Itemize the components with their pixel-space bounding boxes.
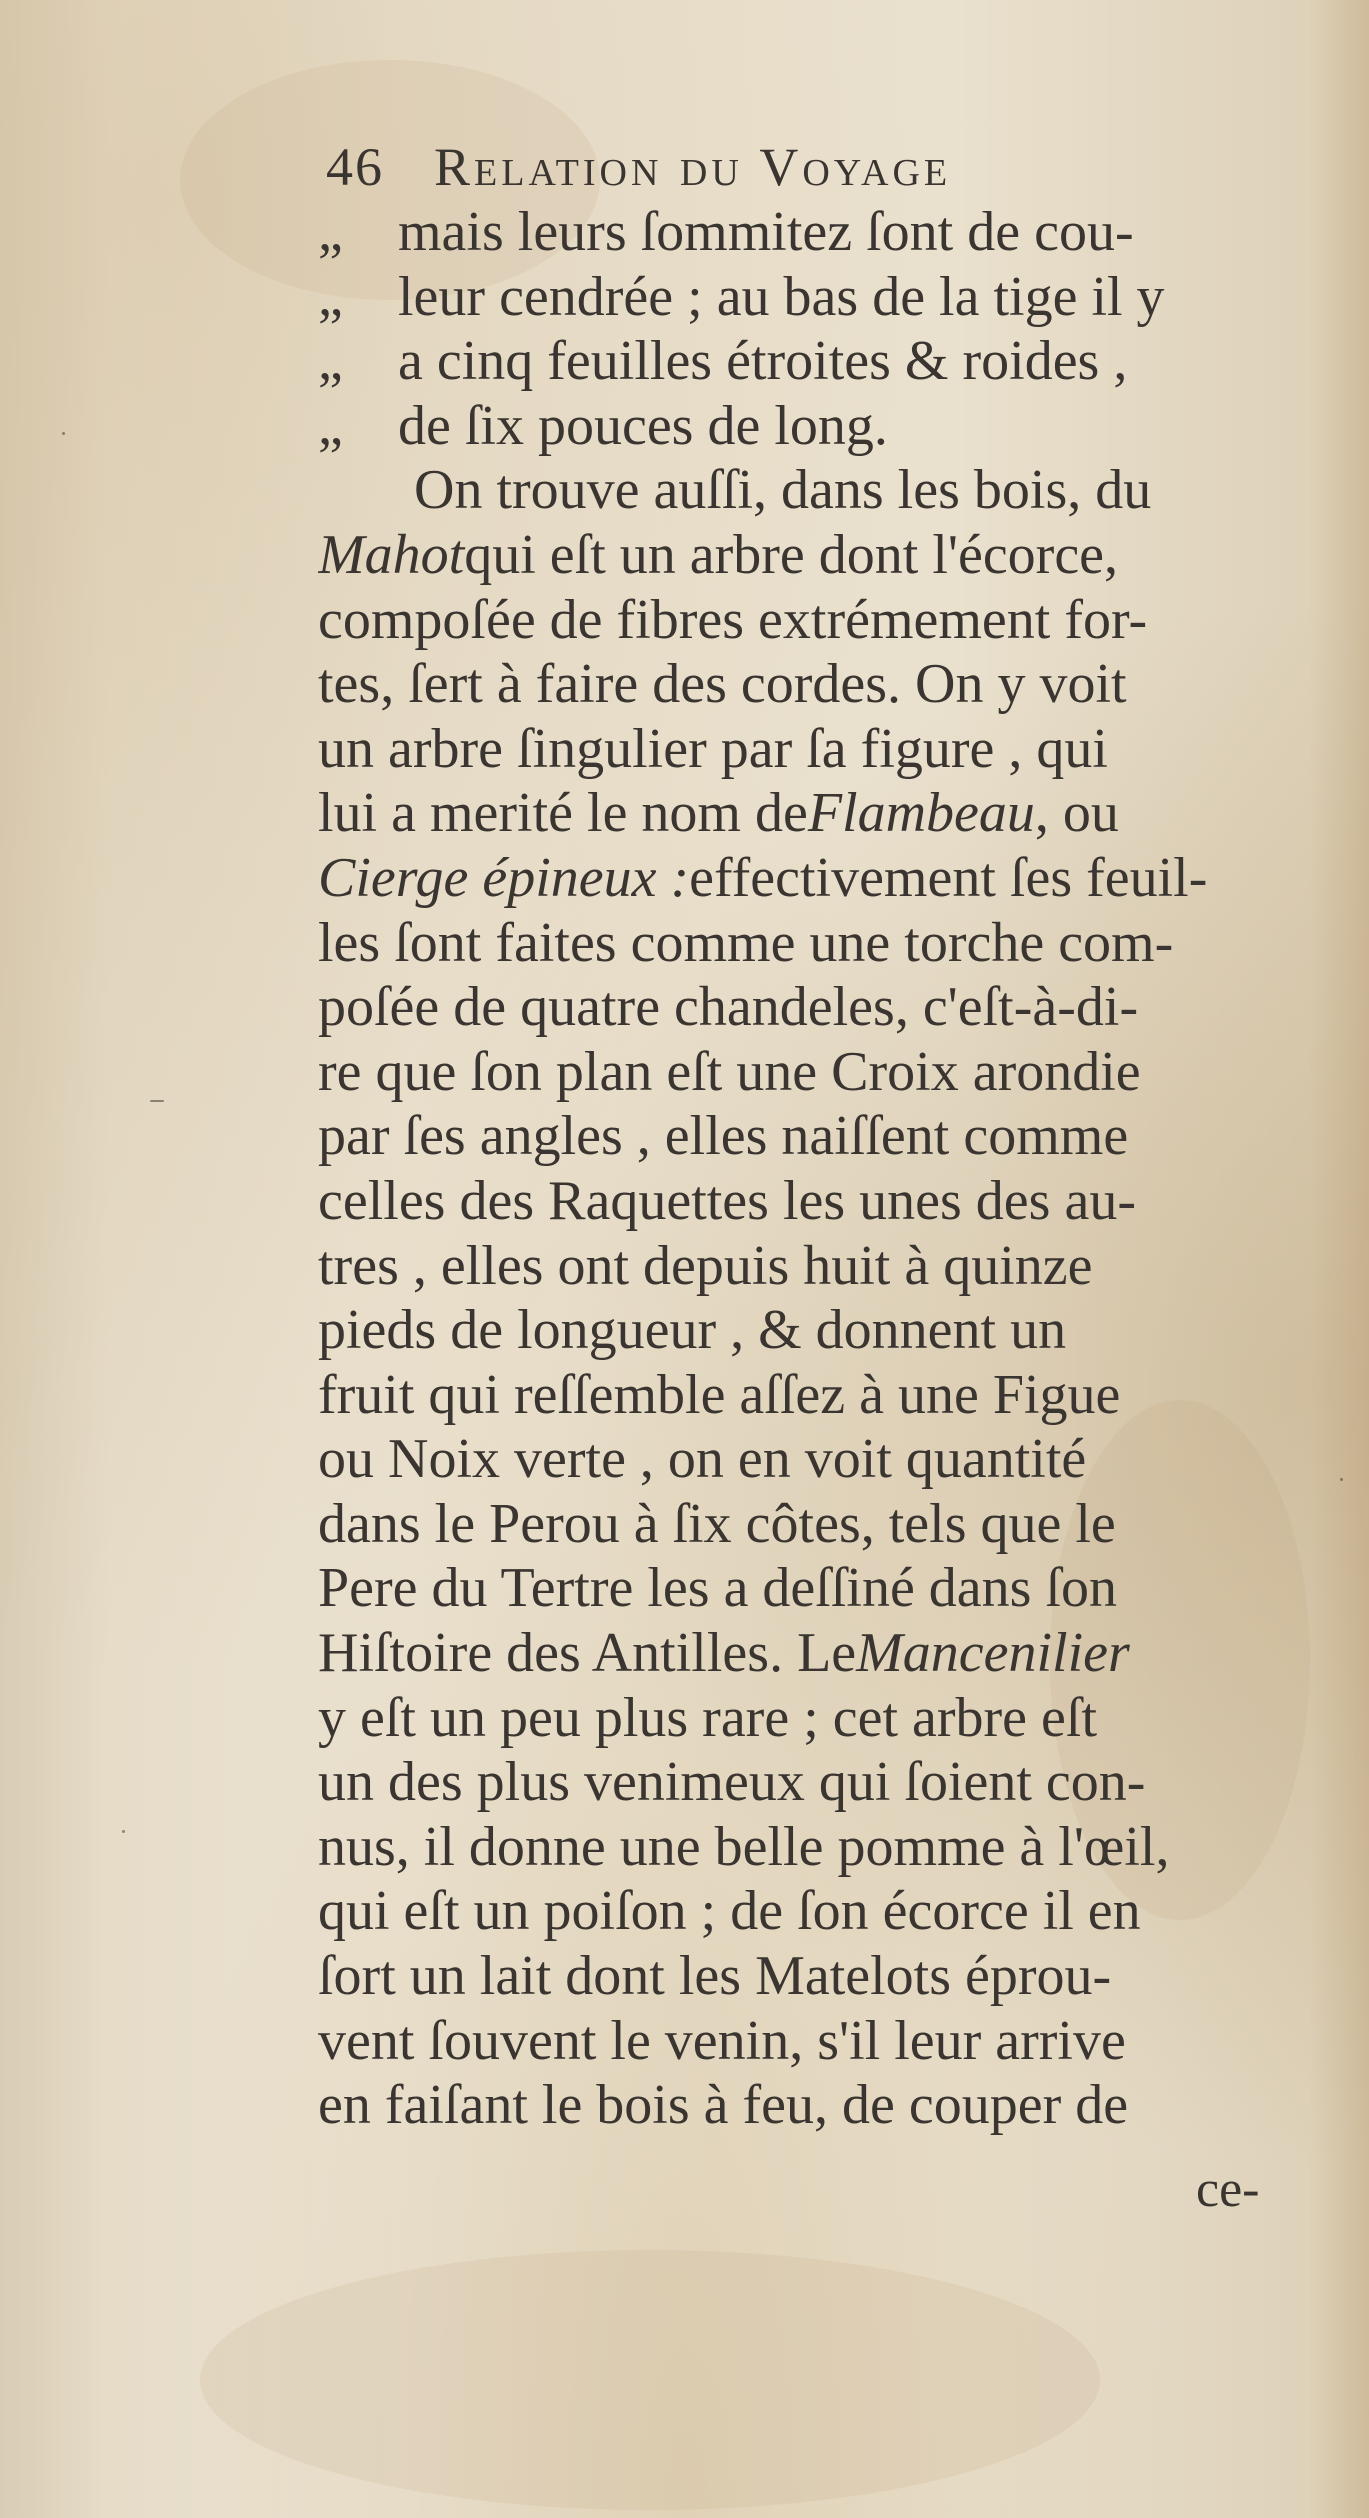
- page-edge-shadow: [1309, 0, 1369, 2518]
- paper-speck: [62, 432, 65, 435]
- text-line: [318, 1815, 1298, 1880]
- text-line: [318, 1879, 1298, 1944]
- text-line: [318, 1104, 1298, 1169]
- italic-term: Mahot: [318, 523, 465, 586]
- line-text: mais leurs ſommitez ſont de cou-: [398, 201, 1134, 263]
- line-text: ou Noix verte , on en voit quantité: [318, 1428, 1087, 1491]
- text-line: [318, 329, 1298, 394]
- line-text: fruit qui reſſemble aſſez à une Figue: [318, 1363, 1121, 1426]
- text-line: [318, 394, 1298, 459]
- line-text: qui eſt un poiſon ; de ſon écorce il en: [318, 1880, 1141, 1943]
- text-line: [318, 911, 1298, 976]
- text-line: [318, 200, 1298, 265]
- text-line: [318, 2073, 1298, 2138]
- text-line: [318, 717, 1298, 782]
- line-text: en faiſant le bois à feu, de couper de: [318, 2074, 1129, 2137]
- line-text: vent ſouvent le venin, s'il leur arrive: [318, 2009, 1126, 2072]
- line-text: de ſix pouces de long.: [398, 394, 888, 457]
- line-text: y eſt un peu plus rare ; cet arbre eſt: [318, 1686, 1097, 1749]
- line-text: leur cendrée ; au bas de la tige il y: [398, 265, 1165, 328]
- line-text: poſée de quatre chandeles, c'eſt-à-di-: [318, 976, 1139, 1039]
- line-text: Hiſtoire des Antilles. Le: [318, 1622, 857, 1685]
- line-text: les ſont faites comme une torche com-: [318, 911, 1174, 974]
- italic-term: Mancenilier: [856, 1622, 1130, 1685]
- text-line: [318, 1556, 1298, 1621]
- line-text: qui eſt un arbre dont l'écorce,: [464, 523, 1119, 586]
- running-title: Relation du Voyage: [434, 137, 952, 197]
- text-line: [318, 1750, 1298, 1815]
- paper-speck: [1340, 1478, 1343, 1481]
- line-text: par ſes angles , elles naiſſent comme: [318, 1105, 1129, 1168]
- page-number: 46: [326, 137, 384, 197]
- line-text: a cinq feuilles étroites & roides ,: [398, 330, 1128, 393]
- line-text: celles des Raquettes les unes des au-: [318, 1169, 1136, 1232]
- text-line: [318, 588, 1298, 653]
- quote-mark: „: [318, 394, 343, 457]
- line-text: compoſée de fibres extrémement for-: [318, 588, 1148, 651]
- catchword: ce-: [1196, 2161, 1260, 2218]
- text-line: [318, 975, 1298, 1040]
- text-line: [318, 1040, 1298, 1105]
- quote-mark: „: [318, 201, 343, 263]
- line-text: un des plus venimeux qui ſoient con-: [318, 1751, 1146, 1814]
- paper-speck: [150, 1100, 164, 1102]
- text-line: [318, 1363, 1298, 1428]
- text-line: [318, 1492, 1298, 1557]
- text-line: [318, 1686, 1298, 1751]
- line-text: lui a merité le nom de: [318, 782, 808, 845]
- line-text: tres , elles ont depuis huit à quinze: [318, 1234, 1093, 1297]
- text-line: [318, 2009, 1298, 2074]
- text-line: [318, 1298, 1298, 1363]
- text-line: [318, 458, 1298, 523]
- text-line: [318, 846, 1298, 911]
- text-line: [318, 523, 1298, 588]
- text-line: [318, 781, 1298, 846]
- quote-mark: „: [318, 330, 343, 393]
- page-header: [326, 132, 1206, 202]
- text-line: [318, 1427, 1298, 1492]
- line-text: On trouve auſſi, dans les bois, du: [414, 459, 1152, 522]
- italic-term: Cierge épineux :: [318, 846, 690, 909]
- body-text: [318, 200, 1298, 2138]
- line-text: re que ſon plan eſt une Croix arondie: [318, 1040, 1141, 1103]
- line-text: , ou: [1034, 782, 1119, 845]
- paper-speck: [122, 1830, 125, 1833]
- text-line: [318, 1621, 1298, 1686]
- line-text: effectivement ſes feuil-: [689, 846, 1208, 909]
- text-line: [318, 1234, 1298, 1299]
- text-line: [318, 652, 1298, 717]
- line-text: nus, il donne une belle pomme à l'œil,: [318, 1815, 1170, 1878]
- text-line: [318, 1944, 1298, 2009]
- line-text: ſort un lait dont les Matelots éprou-: [318, 1945, 1112, 2008]
- text-line: [318, 265, 1298, 330]
- quote-mark: „: [318, 265, 343, 328]
- line-text: un arbre ſingulier par ſa figure , qui: [318, 717, 1108, 780]
- paper-stain: [200, 2250, 1100, 2510]
- line-text: pieds de longueur , & donnent un: [318, 1299, 1067, 1362]
- text-line: [318, 1169, 1298, 1234]
- line-text: tes, ſert à faire des cordes. On y voit: [318, 653, 1127, 716]
- italic-term: Flambeau: [807, 782, 1035, 845]
- line-text: Pere du Tertre les a deſſiné dans ſon: [318, 1557, 1118, 1620]
- line-text: dans le Perou à ſix côtes, tels que le: [318, 1492, 1116, 1555]
